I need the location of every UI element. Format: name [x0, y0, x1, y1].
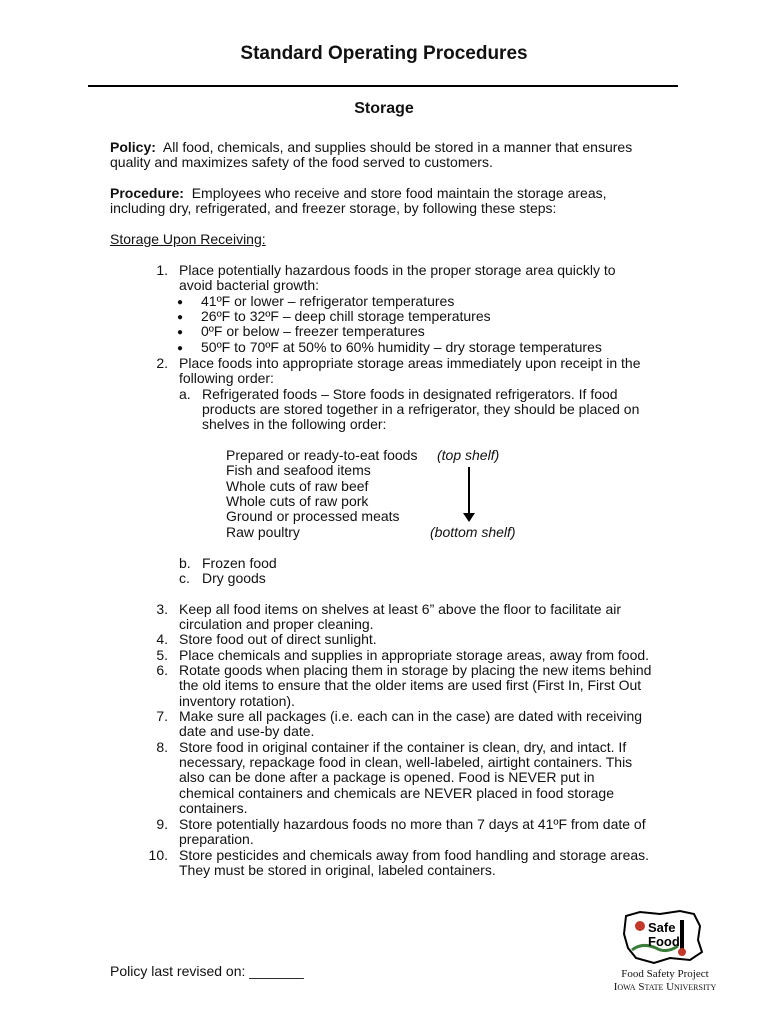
step-3-line-1: Keep all food items on shelves at least 6” above the floor to facilitate air	[179, 601, 622, 617]
down-arrow-icon	[468, 467, 470, 517]
temperature-item: 26ºF to 32ºF – deep chill storage temperatures	[201, 308, 491, 324]
step-6-line-3: inventory rotation).	[179, 693, 295, 709]
arrow-head-icon	[463, 513, 475, 522]
shelf-item: Raw poultry	[226, 524, 300, 540]
step-3-line-2: circulation and proper cleaning.	[179, 616, 374, 632]
step-4-line-1: Store food out of direct sunlight.	[179, 631, 377, 647]
step-number: 5.	[156, 647, 168, 663]
shelf-item: Ground or processed meats	[226, 508, 400, 524]
step-number: 7.	[156, 708, 168, 724]
temperature-item: 41ºF or lower – refrigerator temperatures	[201, 293, 455, 309]
step-2-line-1: Place foods into appropriate storage areas immediately upon receipt in the	[179, 355, 641, 371]
bullet-icon: ●	[177, 343, 184, 354]
page-title: Standard Operating Procedures	[240, 43, 528, 64]
bullet-icon: ●	[177, 297, 184, 308]
temperature-item: 50ºF to 70ºF at 50% to 60% humidity – dry storage temperatures	[201, 339, 602, 355]
step-1-line-1: Place potentially hazardous foods in the proper storage area quickly to	[179, 262, 616, 278]
title-divider	[88, 85, 678, 87]
safe-food-logo	[620, 908, 706, 966]
bottom-shelf-label: (bottom shelf)	[430, 524, 516, 540]
storage-upon-receiving-heading: Storage Upon Receiving:	[110, 231, 266, 247]
substep-a-label: a.	[179, 386, 191, 402]
procedure-text-1: Employees who receive and store food maintain the storage areas,	[191, 185, 607, 201]
step-9-line-2: preparation.	[179, 831, 254, 847]
step-8-line-1: Store food in original container if the container is clean, dry, and intact. If	[179, 739, 627, 755]
step-number: 6.	[156, 662, 168, 678]
substep-b-text: Frozen food	[202, 555, 277, 571]
procedure-line-1	[110, 186, 607, 201]
step-8-line-4: chemical containers and chemicals are NEVER placed in food storage	[179, 785, 615, 801]
step-6-line-1: Rotate goods when placing them in storage by placing the new items behind	[179, 662, 652, 678]
bullet-icon: ●	[177, 327, 184, 338]
logo-safe-text: Safe	[648, 920, 676, 935]
step-2-line-2: following order:	[179, 370, 274, 386]
shelf-item: Prepared or ready-to-eat foods	[226, 447, 418, 463]
step-8-line-2: necessary, repackage food in clean, well-labeled, airtight containers. This	[179, 754, 633, 770]
step-7-line-2: date and use-by date.	[179, 723, 315, 739]
shelf-item: Whole cuts of raw pork	[226, 493, 369, 509]
substep-b-label: b.	[179, 555, 191, 571]
procedure-text-2: including dry, refrigerated, and freezer storage, by following these steps:	[110, 200, 557, 216]
shelf-item: Fish and seafood items	[226, 462, 371, 478]
step-10-line-2: They must be stored in original, labeled containers.	[179, 862, 496, 878]
step-number: 4.	[156, 631, 168, 647]
step-number: 10.	[148, 847, 168, 863]
policy-revised-line: Policy last revised on: _______	[110, 963, 304, 979]
step-6-line-2: the old items to ensure that the older items are used first (First In, First Out	[179, 677, 642, 693]
step-number: 9.	[156, 816, 168, 832]
step-7-line-1: Make sure all packages (i.e. each can in the case) are dated with receiving	[179, 708, 643, 724]
org-line-2: Iowa State University	[613, 981, 717, 993]
tomato-icon	[635, 921, 645, 931]
step-10-line-1: Store pesticides and chemicals away from food handling and storage areas.	[179, 847, 650, 863]
policy-text-2: quality and maximizes safety of the food served to customers.	[110, 154, 493, 170]
org-line-1: Food Safety Project	[621, 968, 709, 980]
top-shelf-label: (top shelf)	[437, 447, 500, 463]
substep-c-label: c.	[179, 570, 190, 586]
shelf-item: Whole cuts of raw beef	[226, 478, 369, 494]
bullet-icon: ●	[177, 312, 184, 323]
step-8-line-3: also can be done after a package is opened. Food is NEVER put in	[179, 769, 595, 785]
substep-a-line-3: shelves in the following order:	[202, 416, 387, 432]
policy-label: Policy:	[110, 139, 156, 155]
step-number: 1.	[156, 262, 168, 278]
step-5-line-1: Place chemicals and supplies in appropriate storage areas, away from food.	[179, 647, 650, 663]
logo-food-text: Food	[648, 934, 680, 949]
step-8-line-5: containers.	[179, 800, 248, 816]
step-1-line-2: avoid bacterial growth:	[179, 277, 320, 293]
procedure-label: Procedure:	[110, 185, 184, 201]
temperature-item: 0ºF or below – freezer temperatures	[201, 323, 425, 339]
policy-text-1: All food, chemicals, and supplies should be stored in a manner that ensures	[162, 139, 633, 155]
section-title: Storage	[354, 100, 414, 117]
substep-a-line-1: Refrigerated foods – Store foods in designated refrigerators. If food	[202, 386, 618, 402]
substep-a-line-2: products are stored together in a refrigerator, they should be placed on	[202, 401, 640, 417]
policy-line-1	[110, 140, 632, 155]
substep-c-text: Dry goods	[202, 570, 266, 586]
step-number: 2.	[156, 355, 168, 371]
step-number: 8.	[156, 739, 168, 755]
step-number: 3.	[156, 601, 168, 617]
thermometer-icon	[680, 920, 684, 950]
step-9-line-1: Store potentially hazardous foods no more than 7 days at 41ºF from date of	[179, 816, 646, 832]
